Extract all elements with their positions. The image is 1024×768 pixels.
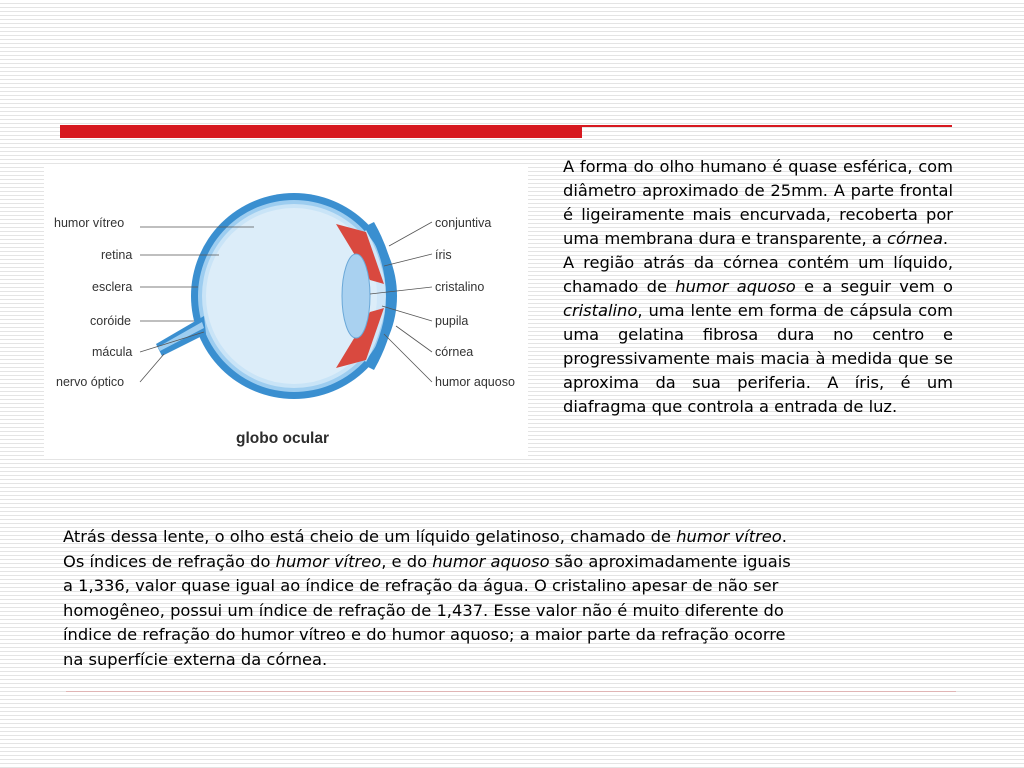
- label-retina: retina: [101, 248, 133, 262]
- eye-diagram: [44, 166, 528, 458]
- label-macula: mácula: [92, 345, 133, 359]
- title-accent-bar: [60, 125, 582, 138]
- bottom-text-block: [63, 525, 958, 673]
- paragraph-refraction: Atrás dessa lente, o olho está cheio de um líquido gelatinoso, chamado de humor vítreo. Os índices de refração do humor vítreo, e do humor aquoso são aproximadamente iguais a 1,336, valor quase igual ao índice de refração da água. O cristalino apesar de não ser homogêneo, possui um índice de refração de 1,437. Esse valor não é muito diferente do índice de refração do humor vítreo e do humor aquoso; a maior parte da refração ocorre na superfície externa da córnea.: [63, 527, 791, 669]
- figure-caption: globo ocular: [236, 430, 329, 447]
- label-esclera: esclera: [92, 280, 133, 294]
- label-coroide: coróide: [90, 314, 131, 328]
- label-cornea: córnea: [435, 345, 474, 359]
- paragraph-eye-shape: A forma do olho humano é quase esférica, com diâmetro aproximado de 25mm. A parte frontal é ligeiramente mais encurvada, recoberta por uma membrana dura e transparente, a córnea.: [563, 157, 953, 248]
- label-pupila: pupila: [435, 314, 469, 328]
- label-conjuntiva: conjuntiva: [435, 216, 492, 230]
- paragraph-aqueous-lens: A região atrás da córnea contém um líquido, chamado de humor aquoso e a seguir vem o cristalino, uma lente em forma de cápsula com uma gelatina fibrosa dura no centro e progressivamente mais macia à medida que se aproxima da sua periferia. A íris, é um diafragma que controla a entrada de luz.: [563, 253, 953, 416]
- label-humor-vitreo: humor vítreo: [54, 216, 125, 230]
- eye-lens: [342, 254, 370, 338]
- label-cristalino: cristalino: [435, 280, 485, 294]
- label-humor-aquoso: humor aquoso: [435, 375, 515, 389]
- footer-divider: [66, 691, 956, 692]
- label-nervo-optico: nervo óptico: [56, 375, 125, 389]
- eye-illustration: [44, 166, 528, 458]
- right-text-block: [563, 155, 953, 419]
- label-iris: íris: [435, 248, 452, 262]
- title-accent-line: [582, 125, 952, 127]
